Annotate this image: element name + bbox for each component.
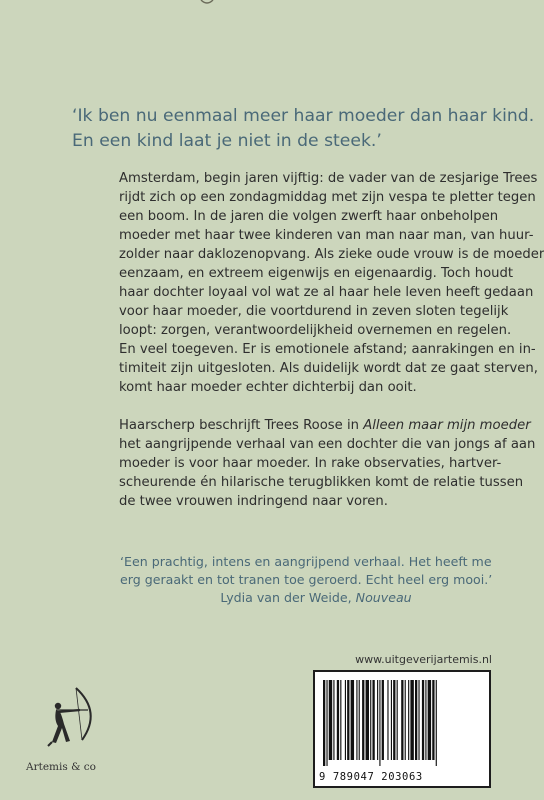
barcode-bar xyxy=(333,680,334,760)
barcode-bar xyxy=(329,680,332,760)
blurb-paragraph-2 xyxy=(119,416,536,511)
barcode-bar xyxy=(345,680,346,760)
review-attribution xyxy=(120,589,492,607)
barcode-bar xyxy=(401,680,403,760)
barcode-bar xyxy=(377,680,378,760)
barcode-icon xyxy=(323,680,481,766)
barcode-bar xyxy=(405,680,406,760)
review-source: Nouveau xyxy=(355,590,412,605)
barcode-bar xyxy=(359,680,360,760)
blurb-line: het aangrijpende verhaal van een dochter die van jongs af aan xyxy=(119,437,536,452)
quote-line: En een kind laat je niet in de steek.’ xyxy=(72,131,382,151)
isbn-number: 9 789047 203063 xyxy=(319,771,423,783)
barcode-bar xyxy=(428,680,431,760)
spine-mark-icon xyxy=(200,0,214,6)
publisher-website: www.uitgeverijartemis.nl xyxy=(355,653,492,666)
blurb-line: komt haar moeder echter dichterbij dan ooit. xyxy=(119,380,417,395)
blurb-line: de twee vrouwen indringend naar voren. xyxy=(119,494,388,509)
review-author: Lydia van der Weide, xyxy=(220,590,356,605)
barcode-bar xyxy=(391,680,392,760)
barcode-bar xyxy=(340,680,341,760)
barcode-bar xyxy=(351,680,354,760)
review-line: erg geraakt en tot tranen toe geroerd. Echt heel erg mooi.’ xyxy=(120,572,493,587)
barcode-bar xyxy=(372,680,374,760)
barcode-bar xyxy=(410,680,413,760)
blurb-line xyxy=(119,416,531,435)
blurb-line: loopt: zorgen, verantwoordelijkheid overnemen en regelen. xyxy=(119,323,512,338)
blurb-line: rijdt zich op een zondagmiddag met zijn vespa te pletter tegen xyxy=(119,190,536,205)
barcode-bar xyxy=(326,680,327,766)
blurb-line: En veel toegeven. Er is emotionele afstand; aanrakingen en in- xyxy=(119,342,536,357)
book-title: Alleen maar mijn moeder xyxy=(363,418,531,433)
barcode-bar xyxy=(356,680,357,760)
blurb-line: moeder met haar twee kinderen van man naar man, van huur- xyxy=(119,228,534,243)
barcode-bar xyxy=(418,680,419,760)
barcode-bar xyxy=(393,680,395,760)
publisher-name: Artemis & co xyxy=(26,761,96,773)
blurb-line: moeder is voor haar moeder. In rake observaties, hartver- xyxy=(119,456,502,471)
review-quote xyxy=(120,553,492,607)
barcode-bar xyxy=(362,680,364,760)
blurb-line: scheurende én hilarische terugblikken komt de relatie tussen xyxy=(119,475,524,490)
blurb-line: Amsterdam, begin jaren vijftig: de vader van de zesjarige Trees xyxy=(119,171,538,186)
barcode-bar xyxy=(337,680,339,760)
barcode-bar xyxy=(436,680,437,766)
barcode-bar xyxy=(415,680,417,760)
blurb-paragraph-1 xyxy=(119,169,544,397)
blurb-line: haar dochter loyaal vol wat ze al haar hele leven heeft gedaan xyxy=(119,285,534,300)
barcode-bar xyxy=(408,680,409,760)
barcode-bar xyxy=(382,680,384,760)
barcode-bar xyxy=(323,680,325,766)
quote-line: ‘Ik ben nu eenmaal meer haar moeder dan haar kind. xyxy=(72,106,535,126)
barcode-bar xyxy=(366,680,369,760)
opening-quote xyxy=(72,104,535,154)
barcode-bar xyxy=(425,680,426,760)
barcode-bar xyxy=(432,680,434,760)
barcode-bar xyxy=(379,680,380,766)
blurb-text: Haarscherp beschrijft Trees Roose in xyxy=(119,418,364,433)
blurb-line: een boom. In de jaren die volgen zwerft haar onbeholpen xyxy=(119,209,499,224)
barcode-bar xyxy=(370,680,371,760)
blurb-line: timiteit zijn uitgesloten. Als duidelijk wordt dat ze gaat sterven, xyxy=(119,361,538,376)
artemis-archer-logo-icon xyxy=(36,686,106,758)
review-line: ‘Een prachtig, intens en aangrijpend verhaal. Het heeft me xyxy=(120,554,492,569)
barcode-bar xyxy=(397,680,398,760)
barcode-bar xyxy=(422,680,424,760)
isbn-barcode xyxy=(313,670,491,788)
blurb-line: voor haar moeder, die voortdurend in zeven sloten tegelijk xyxy=(119,304,509,319)
barcode-bar xyxy=(347,680,349,760)
blurb-line: zolder naar daklozenopvang. Als zieke oude vrouw is de moeder xyxy=(119,247,544,262)
blurb-line: eenzaam, en extreem eigenwijs en eigenaardig. Toch houdt xyxy=(119,266,514,281)
barcode-bar xyxy=(387,680,388,760)
